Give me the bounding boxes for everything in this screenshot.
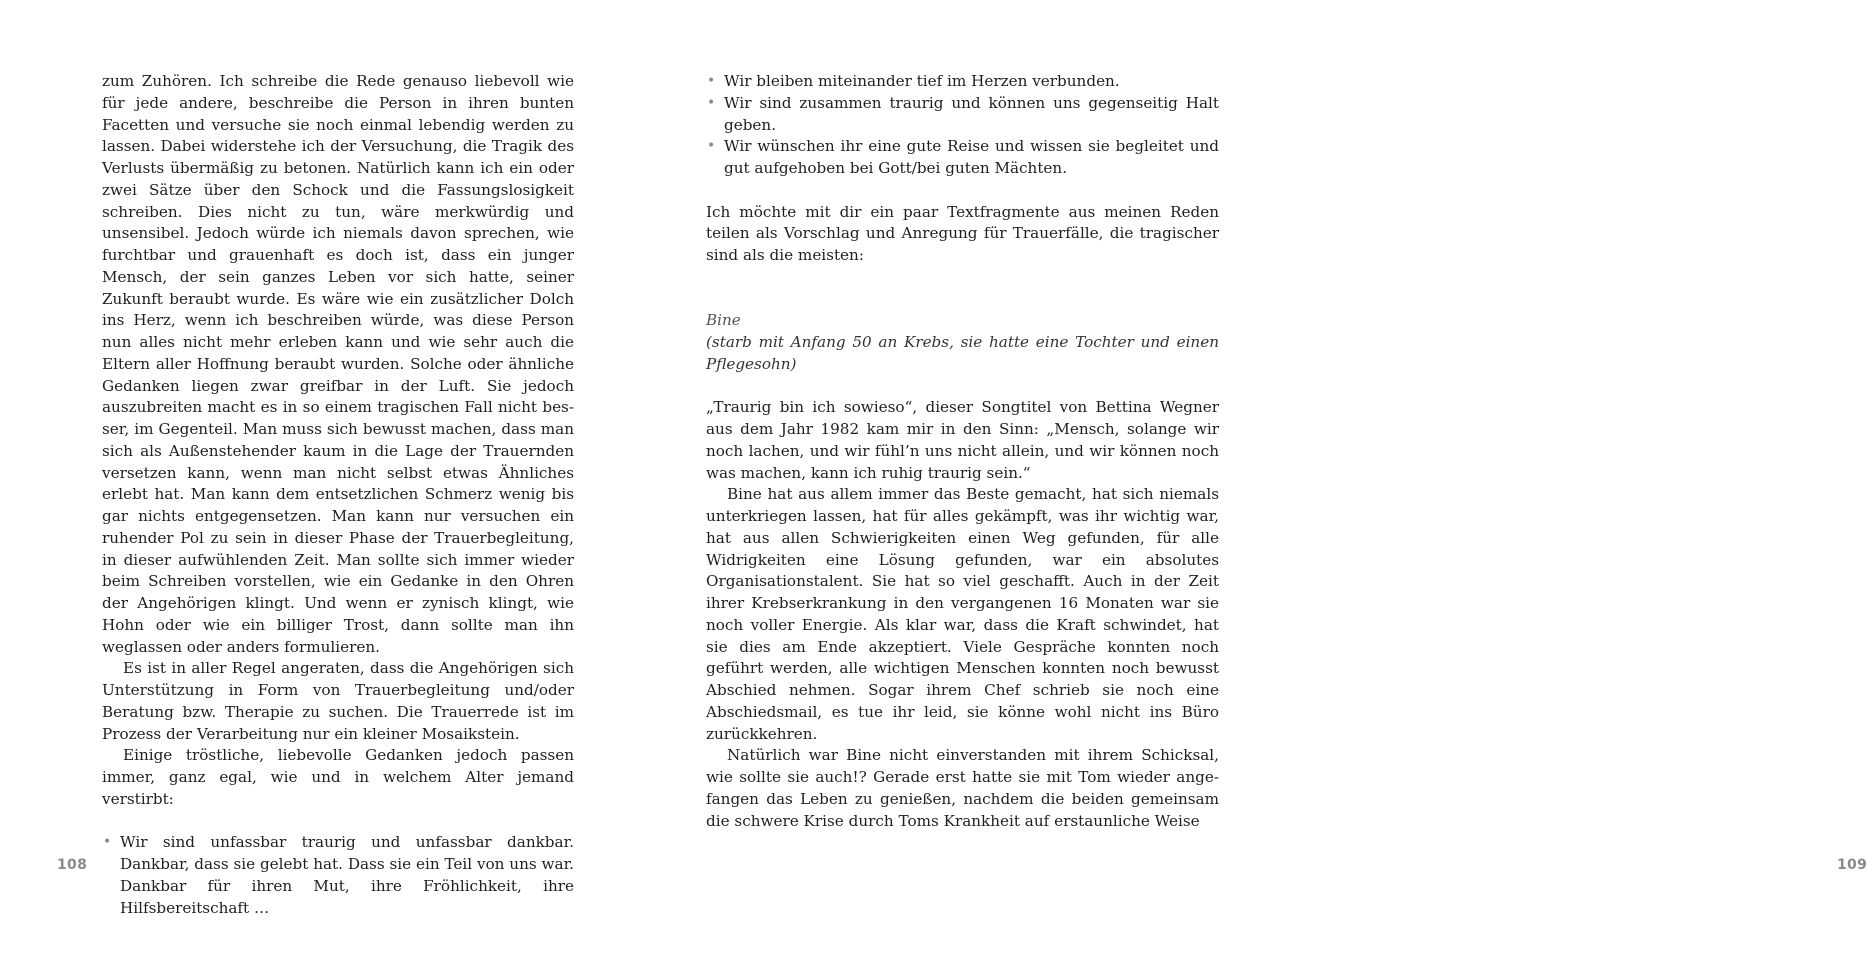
bullet-item: • Wir sind zusammen traurig und können uns gegenseitig Halt geben. <box>706 93 1219 137</box>
bullet-list <box>102 832 574 919</box>
bullet-item: • Wir bleiben miteinander tief im Herzen verbunden. <box>706 71 1219 93</box>
page-number: 109 <box>1837 857 1867 873</box>
bullet-list <box>706 71 1219 180</box>
right-text-column <box>706 71 1219 832</box>
section-subheading: (starb mit Anfang 50 an Krebs, sie hatte eine Tochter und einen Pflegesohn) <box>706 333 1219 373</box>
section-heading: Bine <box>706 311 741 330</box>
intro-paragraph: Ich möchte mit dir ein paar Textfragmente aus meinen Reden teilen als Vorschlag und Anregung für Trauerfälle, die tragischer sind als die meisten: <box>706 202 1219 264</box>
bullet-item: • Wir sind unfassbar traurig und unfassbar dankbar. Dankbar, dass sie gelebt hat. Dass sie ein Teil von uns war. Dankbar für ihren Mut, ihre Fröhlichkeit, ihre Hilfsbereitschaft … <box>102 832 574 919</box>
body-paragraph: Bine hat aus allem immer das Beste gemacht, hat sich niemals unterkriegen lassen, hat für alles gekämpft, was ihr wichtig war, hat aus allen Schwierigkeiten einen Weg gefunden, für alle Widrigkeiten eine Lösung gefunden, war ein absolutes Organisationstalent. Sie hat so viel geschafft. Auch in der Zeit ihrer Krebserkrankung in den vergangenen 16 Monaten war sie noch voller Energie. Als klar war, dass die Kraft schwindet, hat sie dies am Ende akzeptiert. Viele Gespräche konnten noch geführt werden, alle wichtigen Menschen konnten noch bewusst Abschied nehmen. Sogar ihrem Chef schrieb sie noch eine Abschiedsmail, es tue ihr leid, sie könne wohl nicht ins Büro zurückkehren. <box>706 485 1219 743</box>
body-paragraph: Es ist in aller Regel angeraten, dass die Angehörigen sich Unterstützung in Form von Trauerbegleitung und/oder Beratung bzw. Therapie zu suchen. Die Trauerrede ist im Prozess der Verarbeitung nur ein kleiner Mosaikstein. <box>102 659 574 743</box>
body-paragraph: Einige tröstliche, liebevolle Gedanken jedoch passen immer, ganz egal, wie und in welchem Alter jemand verstirbt: <box>102 746 574 808</box>
bullet-item: • Wir wünschen ihr eine gute Reise und wissen sie begleitet und gut aufgehoben bei Gott/bei guten Mächten. <box>706 136 1219 180</box>
body-paragraph: Natürlich war Bine nicht einverstanden mit ihrem Schicksal, wie sollte sie auch!? Gerade erst hatte sie mit Tom wieder angefangen das Leben zu genießen, nachdem die beiden gemeinsam die schwere Krise durch Toms Krankheit auf erstaunliche Weise <box>706 746 1219 830</box>
page-number: 108 <box>57 857 88 873</box>
right-page <box>640 0 1867 971</box>
body-paragraph: zum Zuhören. Ich schreibe die Rede genauso liebevoll wie für jede andere, beschreibe die Person in ihren bunten Facetten und versuche sie noch einmal lebendig werden zu lassen. Dabei widerstehe ich der Versuchung, die Tragik des Verlusts übermäßig zu betonen. Natürlich kann ich ein oder zwei Sätze über den Schock und die Fassungslosigkeit schreiben. Dies nicht zu tun, wäre merkwürdig und unsensibel. Jedoch würde ich niemals davon sprechen, wie furchtbar und grauenhaft es doch ist, dass ein junger Mensch, der sein ganzes Leben vor sich hatte, seiner Zukunft beraubt wurde. Es wäre wie ein zusätzlicher Dolch ins Herz, wenn ich beschreiben würde, was diese Person nun alles nicht mehr erleben kann und wie sehr auch die Eltern aller Hoffnung beraubt wurden. Solche oder ähnliche Gedanken liegen zwar greifbar in der Luft. Sie jedoch auszubreiten macht es in so einem tragischen Fall nicht besser, im Gegenteil. Man muss sich bewusst machen, dass man sich als Außenstehender kaum in die Lage der Trauernden versetzen kann, wenn man nicht selbst etwas Ähnliches erlebt hat. Man kann dem entsetzlichen Schmerz wenig bis gar nichts entgegensetzen. Man kann nur versuchen ein ruhender Pol zu sein in dieser Phase der Trauerbegleitung, in dieser aufwühlenden Zeit. Man sollte sich immer wieder beim Schreiben vorstellen, wie ein Gedanke in den Ohren der Angehörigen klingt. Und wenn er zynisch klingt, wie Hohn oder wie ein billiger Trost, dann sollte man ihn weglassen oder anders formulieren. <box>102 72 574 656</box>
left-page <box>0 0 640 971</box>
body-paragraph: „Traurig bin ich sowieso“, dieser Songtitel von Bettina Wegner aus dem Jahr 1982 kam mir in den Sinn: „Mensch, solange wir noch lachen, und wir fühl’n uns nicht allein, und wir können noch was machen, kann ich ruhig traurig sein.“ <box>706 398 1219 482</box>
left-text-column <box>102 71 574 919</box>
